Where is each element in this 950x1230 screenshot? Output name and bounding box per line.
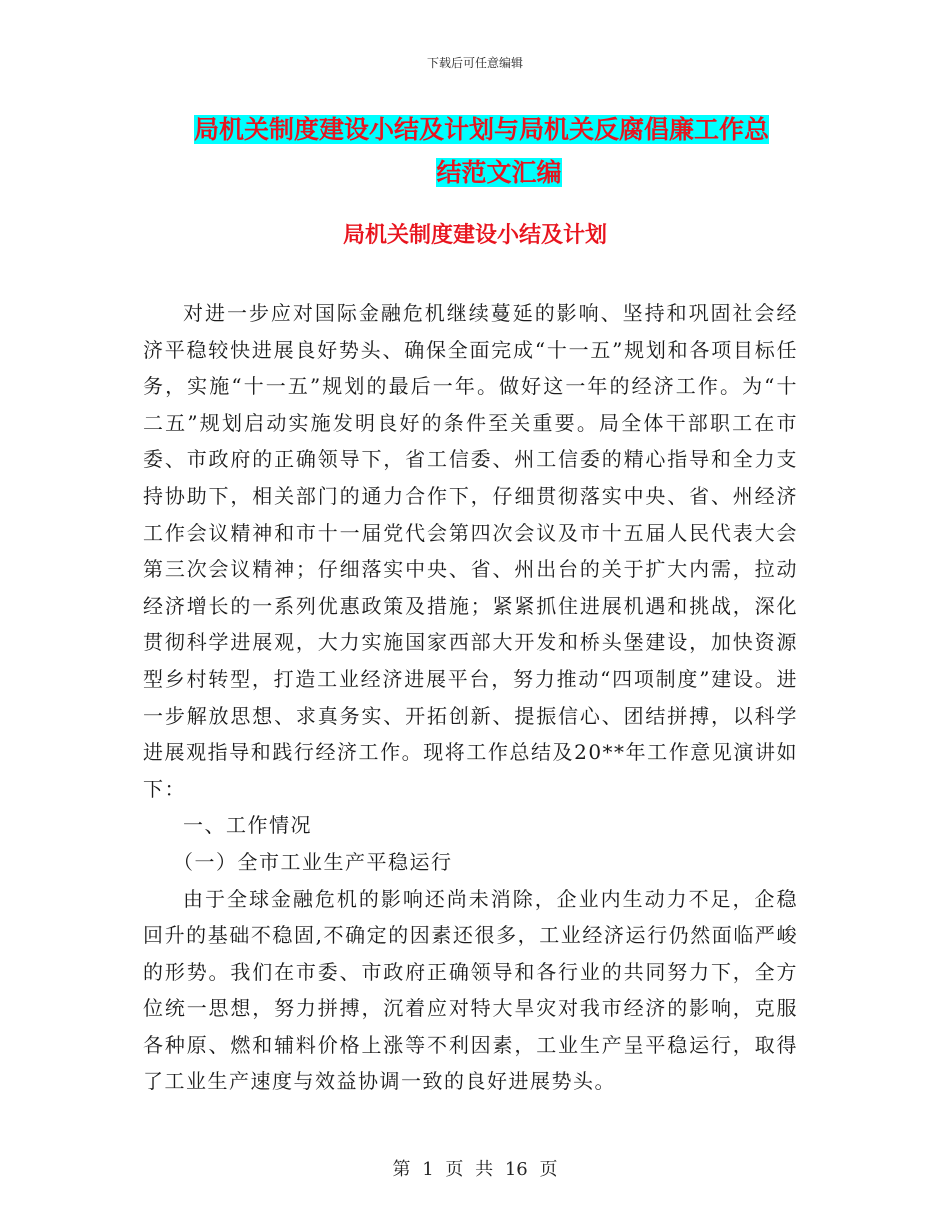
section-title: 局机关制度建设小结及计划	[342, 223, 607, 248]
document-title-line-2: 结范文汇编	[436, 158, 562, 187]
document-body	[143, 295, 798, 1100]
subheading-industrial-production: （一）全市工业生产平稳运行	[173, 849, 453, 874]
body-paragraph-intro: 对进一步应对国际金融危机继续蔓延的影响、坚持和巩固社会经济平稳较快进展良好势头、确保全面完成“十一五”规划和各项目标任务，实施“十一五”规划的最后一年。做好这一年的经济工作。为“十二五”规划启动实施发明良好的条件至关重要。局全体干部职工在市委、市政府的正确领导下，省工信委、州工信委的精心指导和全力支持协助下，相关部门的通力合作下，仔细贯彻落实中央、省、州经济工作会议精神和市十一届党代会第四次会议及市十五届人民代表大会第三次会议精神；仔细落实中央、省、州出台的关于扩大内需，拉动经济增长的一系列优惠政策及措施；紧紧抓住进展机遇和挑战，深化贯彻科学进展观，大力实施国家西部大开发和桥头堡建设，加快资源型乡村转型，打造工业经济进展平台，努力推动“四项制度”建设。进一步解放思想、求真务实、开拓创新、提振信心、团结拼搏，以科学进展观指导和践行经济工作。现将工作总结及20**年工作意见演讲如下：	[143, 301, 798, 801]
document-title-line-1: 局机关制度建设小结及计划与局机关反腐倡廉工作总	[194, 115, 770, 144]
body-paragraph-industrial: 由于全球金融危机的影响还尚未消除，企业内生动力不足，企稳回升的基础不稳固,不确定的因素还很多，工业经济运行仍然面临严峻的形势。我们在市委、市政府正确领导和各行业的共同努力下，全方位统一思想，努力拼搏，沉着应对特大旱灾对我市经济的影响，克服各种原、燃和辅料价格上涨等不利因素，工业生产呈平稳运行，取得了工业生产速度与效益协调一致的良好进展势头。	[143, 886, 798, 1094]
document-title	[194, 108, 814, 194]
page-number-footer: 第 1 页 共 16 页	[392, 1159, 558, 1180]
heading-work-situation: 一、工作情况	[183, 813, 312, 838]
page-header-note: 下载后可任意编辑	[426, 56, 523, 70]
